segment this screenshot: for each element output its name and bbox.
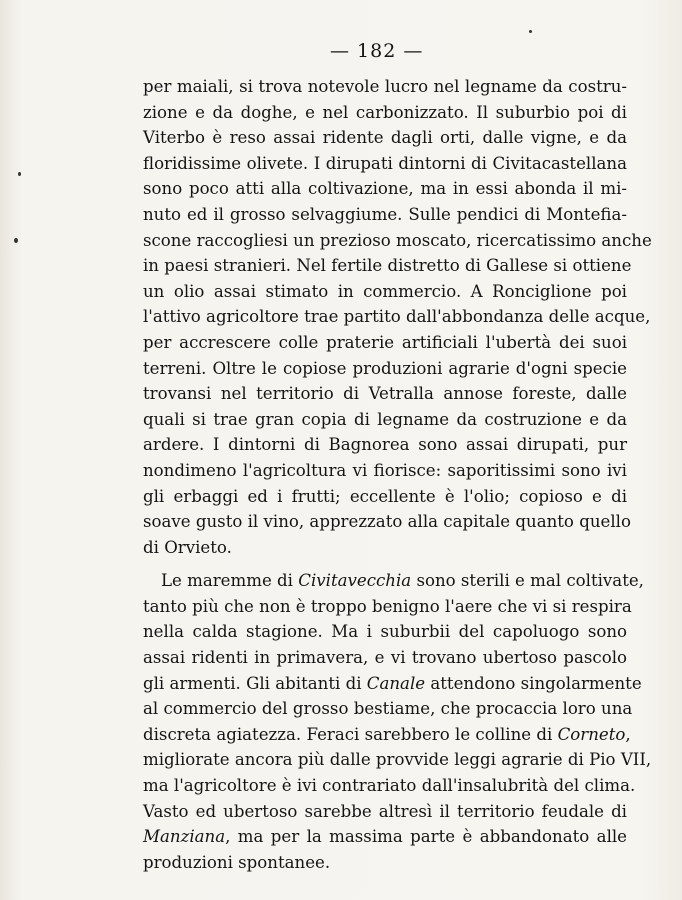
text-line: per maiali, si trova notevole lucro nel legname da costru- [143,77,627,96]
text-segment: ma l'agricoltore è ivi contrariato dall'insalubrità del clima. [143,776,636,796]
place-name: Canale [366,673,426,693]
text-line: Viterbo è reso assai ridente dagli orti, dalle vigne, e da [143,128,627,148]
text-segment: migliorate ancora più dalle provvide leggi agrarie di Pio VII, [143,750,652,770]
print-speck [18,172,21,176]
text-segment: Vasto ed ubertoso sarebbe altresì il territorio feudale di [143,801,627,821]
paragraph-gap [143,560,627,568]
text-line: di Orvieto. [143,537,232,557]
text-line [143,645,627,671]
text-line [143,696,633,722]
text-line: quali si trae gran copia di legname da costruzione e da [143,409,627,429]
text-line [143,671,642,697]
text-line [143,568,644,594]
text-segment: , ma per la massima parte è abbandonato alle [225,827,627,847]
text-line [143,747,652,773]
text-segment: produzioni spontanee. [143,852,331,872]
body-text [143,74,652,875]
text-segment: tanto più che non è troppo benigno l'aere che vi si respira [143,596,632,616]
text-segment: nella calda stagione. Ma i suburbii del capoluogo sono [143,622,627,642]
text-line: in paesi stranieri. Nel fertile distretto di Gallese si ottiene [143,256,632,276]
text-line [143,594,632,620]
print-speck [14,238,18,243]
page-number: — 182 — [330,40,424,62]
text-segment: sono sterili e mal coltivate, [411,571,644,591]
text-line: zione e da doghe, e nel carbonizzato. Il suburbio poi di [143,102,627,122]
place-name: Manziana [143,827,226,847]
paragraph-1 [143,74,652,560]
place-name: Civitavecchia [298,571,412,591]
text-line [143,773,636,799]
text-line: un olio assai stimato in commercio. A Ronciglione poi [143,281,627,301]
text-segment: , [625,724,631,744]
text-line [143,619,627,645]
text-line [143,799,627,825]
text-line [143,850,627,876]
text-line: l'attivo agricoltore trae partito dall'abbondanza delle acque, [143,307,651,327]
text-line [143,722,631,748]
text-segment: Le maremme di [161,571,299,591]
text-segment: assai ridenti in primavera, e vi trovano ubertoso pascolo [143,648,627,668]
text-line: trovansi nel territorio di Vetralla annose foreste, dalle [143,384,627,404]
text-line: nuto ed il grosso selvaggiume. Sulle pendici di Montefia- [143,204,627,224]
text-segment: gli armenti. Gli abitanti di [143,673,367,693]
text-line: soave gusto il vino, apprezzato alla capitale quanto quello [143,512,631,532]
print-speck [529,30,532,33]
text-line: gli erbaggi ed i frutti; eccellente è l'olio; copioso e di [143,486,627,506]
text-line [143,824,627,850]
text-segment: attendono singolarmente [425,673,642,693]
text-line: sono poco atti alla coltivazione, ma in essi abonda il mi- [143,179,627,199]
text-line: floridissime olivete. I dirupati dintorni di Civitacastellana [143,153,627,173]
text-line: ardere. I dintorni di Bagnorea sono assai dirupati, pur [143,435,627,455]
text-segment: discreta agiatezza. Feraci sarebbero le colline di [143,724,558,744]
text-line: per accrescere colle praterie artificiali l'ubertà dei suoi [143,332,627,352]
text-line: scone raccogliesi un prezioso moscato, ricercatissimo anche [143,230,652,250]
text-segment: al commercio del grosso bestiame, che procaccia loro una [143,699,633,719]
paragraph-2 [143,568,652,875]
text-line: nondimeno l'agricoltura vi fiorisce: saporitissimi sono ivi [143,460,627,480]
place-name: Corneto [557,724,626,744]
text-line: terreni. Oltre le copiose produzioni agrarie d'ogni specie [143,358,627,378]
